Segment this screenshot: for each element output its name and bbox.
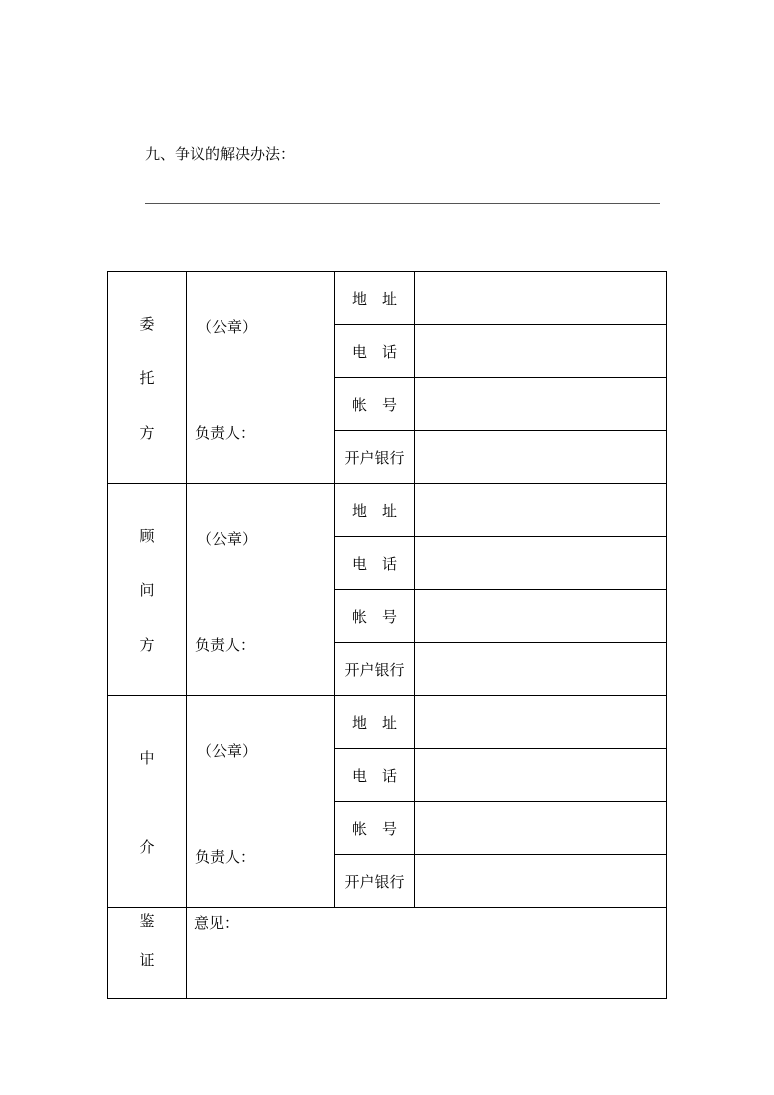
party-char: 问 (139, 581, 155, 599)
opinion-cell[interactable] (187, 908, 667, 999)
field-label-bank: 开户银行 (335, 855, 415, 908)
verification-char: 证 (139, 951, 155, 969)
party-name-cell (108, 484, 187, 696)
field-value-account[interactable] (415, 378, 667, 431)
field-value-address[interactable] (415, 484, 667, 537)
field-label-address: 地 址 (335, 484, 415, 537)
signature-table (107, 271, 667, 999)
field-label-bank: 开户银行 (335, 431, 415, 484)
section-heading: 九、争议的解决办法： (145, 145, 296, 163)
field-label-phone: 电 话 (335, 325, 415, 378)
field-value-account[interactable] (415, 590, 667, 643)
party-char: 介 (139, 837, 155, 856)
field-label-address: 地 址 (335, 696, 415, 749)
field-value-bank[interactable] (415, 643, 667, 696)
seal-label: （公章） (197, 742, 258, 760)
signer-label: 负责人： (195, 848, 256, 866)
verification-row (108, 908, 667, 999)
signer-label: 负责人： (195, 424, 256, 442)
party-name-cell (108, 696, 187, 908)
field-label-account: 帐 号 (335, 378, 415, 431)
party-char: 中 (139, 748, 155, 767)
field-label-account: 帐 号 (335, 590, 415, 643)
party-char: 顾 (139, 526, 155, 545)
field-label-account: 帐 号 (335, 802, 415, 855)
field-value-phone[interactable] (415, 325, 667, 378)
field-value-phone[interactable] (415, 749, 667, 802)
seal-cell (187, 272, 335, 484)
opinion-label: 意见： (194, 914, 240, 932)
signer-label: 负责人： (195, 636, 256, 654)
seal-cell (187, 696, 335, 908)
party-row-consultant (108, 484, 667, 537)
seal-label: （公章） (197, 530, 258, 548)
seal-cell (187, 484, 335, 696)
verification-name-cell (108, 908, 187, 999)
field-value-bank[interactable] (415, 431, 667, 484)
fill-in-line (145, 203, 660, 204)
field-value-address[interactable] (415, 272, 667, 325)
party-char: 方 (139, 423, 155, 442)
party-name-cell (108, 272, 187, 484)
field-value-phone[interactable] (415, 537, 667, 590)
party-row-client (108, 272, 667, 325)
field-value-account[interactable] (415, 802, 667, 855)
party-char: 委 (139, 314, 155, 333)
field-value-bank[interactable] (415, 855, 667, 908)
party-char: 方 (139, 635, 155, 654)
seal-label: （公章） (197, 318, 258, 336)
party-row-intermediary (108, 696, 667, 749)
verification-char: 鉴 (139, 912, 155, 930)
field-label-phone: 电 话 (335, 537, 415, 590)
field-label-phone: 电 话 (335, 749, 415, 802)
field-label-bank: 开户银行 (335, 643, 415, 696)
field-value-address[interactable] (415, 696, 667, 749)
party-char: 托 (139, 369, 155, 387)
field-label-address: 地 址 (335, 272, 415, 325)
